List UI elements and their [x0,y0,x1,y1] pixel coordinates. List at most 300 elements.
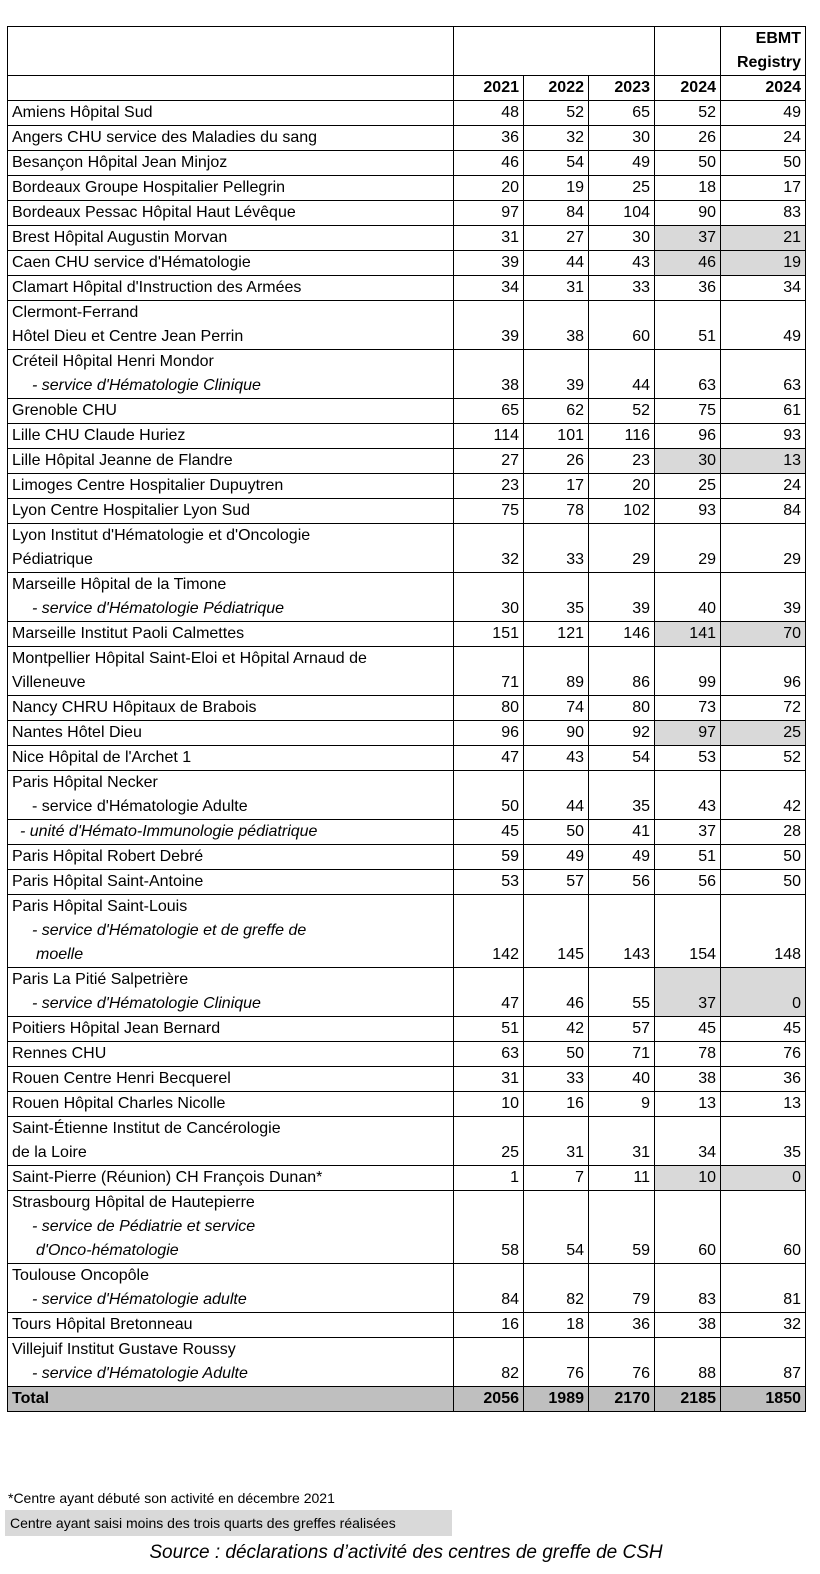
value-ebmt-2024-cell: 93 [721,424,806,449]
value-2024-cell: 96 [655,424,721,449]
value-2024-cell: 26 [655,126,721,151]
table-row [8,1092,806,1117]
value-ebmt-2024-cell: 83 [721,201,806,226]
value-2021-cell: 63 [454,1042,524,1067]
value-2023-cell: 40 [589,1067,655,1092]
value-ebmt-2024-cell: 35 [721,1117,806,1166]
center-name-line: Rouen Hôpital Charles Nicolle [12,1095,226,1112]
value-2021-cell: 71 [454,647,524,696]
center-name-line: Pédiatrique [12,551,93,568]
value-2023-cell: 33 [589,276,655,301]
value-2023-cell: 104 [589,201,655,226]
value-2022-cell: 31 [524,1117,589,1166]
table-row [8,1042,806,1067]
value-2021-cell: 58 [454,1191,524,1264]
value-2021-cell: 65 [454,399,524,424]
center-name-line: Caen CHU service d'Hématologie [12,254,251,271]
value-2023-cell: 54 [589,746,655,771]
center-name-cell [8,1117,454,1166]
table-row [8,622,806,647]
center-name-line: Villejuif Institut Gustave Roussy [12,1341,236,1358]
table-row [8,499,806,524]
center-name-line: Strasbourg Hôpital de Hautepierre [12,1194,255,1211]
value-ebmt-2024-cell: 39 [721,573,806,622]
value-2024-cell: 63 [655,350,721,399]
total-row [8,1387,806,1412]
value-2022-cell: 50 [524,1042,589,1067]
value-2024-cell: 83 [655,1264,721,1313]
center-name-line: Paris Hôpital Saint-Antoine [12,873,204,890]
center-name-cell [8,350,454,399]
center-name-cell [8,151,454,176]
table-row [8,201,806,226]
value-ebmt-2024-cell: 87 [721,1338,806,1387]
table-row [8,820,806,845]
value-ebmt-2024-cell: 49 [721,301,806,350]
total-2023-cell: 2170 [589,1387,655,1412]
value-2024-cell: 46 [655,251,721,276]
value-2021-cell: 142 [454,895,524,968]
center-name-cell [8,771,454,820]
center-name-line: Grenoble CHU [12,402,117,419]
center-name-cell [8,524,454,573]
value-2022-cell: 33 [524,1067,589,1092]
value-2023-cell: 30 [589,126,655,151]
value-2022-cell: 32 [524,126,589,151]
value-ebmt-2024-cell: 70 [721,622,806,647]
value-2022-cell: 38 [524,301,589,350]
value-2022-cell: 42 [524,1017,589,1042]
value-2022-cell: 89 [524,647,589,696]
center-name-line: Nantes Hôtel Dieu [12,724,142,741]
center-name-line: Lille Hôpital Jeanne de Flandre [12,452,233,469]
center-name-cell [8,1264,454,1313]
value-2022-cell: 43 [524,746,589,771]
center-name-cell [8,449,454,474]
value-2021-cell: 97 [454,201,524,226]
center-name-line: Saint-Étienne Institut de Cancérologie [12,1120,281,1137]
value-ebmt-2024-cell: 21 [721,226,806,251]
value-2021-cell: 48 [454,101,524,126]
center-name-line: Paris Hôpital Necker [12,774,158,791]
table-row [8,151,806,176]
value-2021-cell: 84 [454,1264,524,1313]
center-name-cell [8,721,454,746]
center-name-line: - service d'Hématologie adulte [32,1291,247,1308]
value-2024-cell: 90 [655,201,721,226]
center-name-line: Lyon Centre Hospitalier Lyon Sud [12,502,251,519]
value-2024-cell: 51 [655,845,721,870]
year-2023-header: 2023 [589,76,655,101]
value-2023-cell: 79 [589,1264,655,1313]
value-ebmt-2024-cell: 50 [721,845,806,870]
center-name-cell [8,820,454,845]
center-name-line: Saint-Pierre (Réunion) CH François Dunan* [12,1169,323,1186]
table-row [8,399,806,424]
value-ebmt-2024-cell: 34 [721,276,806,301]
registry-label: Registry [736,54,801,71]
value-ebmt-2024-cell: 49 [721,101,806,126]
table-row [8,126,806,151]
value-2023-cell: 60 [589,301,655,350]
value-ebmt-2024-cell: 76 [721,1042,806,1067]
value-2023-cell: 86 [589,647,655,696]
center-name-cell [8,1067,454,1092]
value-2022-cell: 17 [524,474,589,499]
value-2024-cell: 99 [655,647,721,696]
table-row [8,1264,806,1313]
table-row [8,1338,806,1387]
center-name-line: Marseille Institut Paoli Calmettes [12,625,245,642]
center-name-cell [8,1166,454,1191]
value-2023-cell: 71 [589,1042,655,1067]
value-ebmt-2024-cell: 42 [721,771,806,820]
value-2023-cell: 59 [589,1191,655,1264]
center-name-line: Bordeaux Pessac Hôpital Haut Lévêque [12,204,296,221]
value-ebmt-2024-cell: 13 [721,1092,806,1117]
center-name-line: - service de Pédiatrie et service [32,1218,256,1235]
table-row [8,301,806,350]
value-2024-cell: 37 [655,226,721,251]
value-2024-cell: 75 [655,399,721,424]
value-ebmt-2024-cell: 32 [721,1313,806,1338]
value-2022-cell: 82 [524,1264,589,1313]
value-2022-cell: 90 [524,721,589,746]
value-ebmt-2024-cell: 45 [721,1017,806,1042]
value-ebmt-2024-cell: 13 [721,449,806,474]
value-2021-cell: 45 [454,820,524,845]
value-2021-cell: 114 [454,424,524,449]
center-name-line: Angers CHU service des Maladies du sang [12,129,318,146]
value-2022-cell: 33 [524,524,589,573]
value-2023-cell: 80 [589,696,655,721]
center-name-line: - service d'Hématologie et de greffe de [32,922,307,939]
ebmt-2024-header: 2024 [721,76,806,101]
center-name-line: - service d'Hématologie Clinique [32,995,261,1012]
value-2021-cell: 31 [454,226,524,251]
center-name-cell [8,474,454,499]
value-2022-cell: 7 [524,1166,589,1191]
value-ebmt-2024-cell: 63 [721,350,806,399]
value-2023-cell: 31 [589,1117,655,1166]
center-name-line: Lille CHU Claude Huriez [12,427,186,444]
value-2021-cell: 51 [454,1017,524,1042]
center-name-cell [8,424,454,449]
center-name-cell [8,647,454,696]
center-name-cell [8,573,454,622]
value-ebmt-2024-cell: 0 [721,968,806,1017]
center-name-cell [8,301,454,350]
header-row-years [8,76,806,101]
value-2022-cell: 46 [524,968,589,1017]
value-2021-cell: 96 [454,721,524,746]
value-2022-cell: 54 [524,1191,589,1264]
center-name-line: - service d'Hématologie Clinique [32,377,261,394]
value-2021-cell: 31 [454,1067,524,1092]
value-2024-cell: 45 [655,1017,721,1042]
center-name-line: Clermont-Ferrand [12,304,139,321]
center-name-line: Nancy CHRU Hôpitaux de Brabois [12,699,257,716]
value-2024-cell: 43 [655,771,721,820]
value-2021-cell: 39 [454,251,524,276]
header-row-top [8,27,806,76]
value-ebmt-2024-cell: 84 [721,499,806,524]
value-2022-cell: 35 [524,573,589,622]
value-2023-cell: 35 [589,771,655,820]
center-name-cell [8,1338,454,1387]
value-2023-cell: 76 [589,1338,655,1387]
value-2023-cell: 36 [589,1313,655,1338]
value-ebmt-2024-cell: 52 [721,746,806,771]
value-2021-cell: 59 [454,845,524,870]
table-row [8,350,806,399]
value-ebmt-2024-cell: 61 [721,399,806,424]
value-2021-cell: 80 [454,696,524,721]
value-ebmt-2024-cell: 0 [721,1166,806,1191]
table-row [8,524,806,573]
value-2022-cell: 31 [524,276,589,301]
table-row [8,226,806,251]
table-row [8,1117,806,1166]
center-name-line: Bordeaux Groupe Hospitalier Pellegrin [12,179,286,196]
year-2024-header: 2024 [655,76,721,101]
value-2021-cell: 75 [454,499,524,524]
center-name-line: - service d'Hématologie Adulte [32,1365,248,1382]
value-2021-cell: 16 [454,1313,524,1338]
header-empty-name [8,76,454,101]
value-ebmt-2024-cell: 25 [721,721,806,746]
value-ebmt-2024-cell: 19 [721,251,806,276]
value-2023-cell: 49 [589,845,655,870]
value-2024-cell: 38 [655,1067,721,1092]
value-2024-cell: 18 [655,176,721,201]
center-name-line: moelle [36,946,84,963]
center-name-line: d'Onco-hématologie [36,1242,179,1259]
value-2021-cell: 46 [454,151,524,176]
value-2024-cell: 50 [655,151,721,176]
value-2021-cell: 32 [454,524,524,573]
value-2023-cell: 52 [589,399,655,424]
value-2024-cell: 37 [655,820,721,845]
table-row [8,1017,806,1042]
value-2024-cell: 73 [655,696,721,721]
table-row [8,746,806,771]
value-2023-cell: 65 [589,101,655,126]
value-2024-cell: 37 [655,968,721,1017]
center-name-line: - service d'Hématologie Adulte [32,798,248,815]
center-name-line: Nice Hôpital de l'Archet 1 [12,749,192,766]
value-2024-cell: 97 [655,721,721,746]
table-row [8,101,806,126]
center-name-cell [8,126,454,151]
value-2022-cell: 27 [524,226,589,251]
value-2022-cell: 50 [524,820,589,845]
value-2023-cell: 143 [589,895,655,968]
center-name-cell [8,746,454,771]
value-2022-cell: 19 [524,176,589,201]
center-name-line: Tours Hôpital Bretonneau [12,1316,193,1333]
value-2024-cell: 78 [655,1042,721,1067]
center-name-line: - unité d'Hémato-Immunologie pédiatrique [20,823,318,840]
value-2023-cell: 20 [589,474,655,499]
value-2024-cell: 34 [655,1117,721,1166]
value-ebmt-2024-cell: 60 [721,1191,806,1264]
header-empty-span [454,27,655,76]
table-row [8,771,806,820]
value-ebmt-2024-cell: 50 [721,870,806,895]
center-name-line: Paris Hôpital Saint-Louis [12,898,188,915]
center-name-line: Hôtel Dieu et Centre Jean Perrin [12,328,244,345]
value-2022-cell: 18 [524,1313,589,1338]
center-name-cell [8,1017,454,1042]
total-label: Total [8,1387,454,1412]
value-2024-cell: 38 [655,1313,721,1338]
center-name-cell [8,1092,454,1117]
value-2021-cell: 36 [454,126,524,151]
table-row [8,1313,806,1338]
value-2023-cell: 92 [589,721,655,746]
value-2024-cell: 25 [655,474,721,499]
center-name-line: Paris Hôpital Robert Debré [12,848,204,865]
center-name-line: Rennes CHU [12,1045,107,1062]
value-ebmt-2024-cell: 36 [721,1067,806,1092]
value-2023-cell: 55 [589,968,655,1017]
table-row [8,895,806,968]
value-2024-cell: 30 [655,449,721,474]
center-name-line: Besançon Hôpital Jean Minjoz [12,154,228,171]
highlight-legend: Centre ayant saisi moins des trois quarts des greffes réalisées [5,1510,452,1536]
table-row [8,1166,806,1191]
value-2021-cell: 39 [454,301,524,350]
value-ebmt-2024-cell: 29 [721,524,806,573]
value-2023-cell: 146 [589,622,655,647]
value-2023-cell: 44 [589,350,655,399]
value-2021-cell: 82 [454,1338,524,1387]
value-2024-cell: 10 [655,1166,721,1191]
value-ebmt-2024-cell: 24 [721,474,806,499]
table-row [8,968,806,1017]
table-row [8,276,806,301]
table-row [8,1067,806,1092]
value-ebmt-2024-cell: 28 [721,820,806,845]
value-2023-cell: 116 [589,424,655,449]
value-2022-cell: 62 [524,399,589,424]
center-name-cell [8,696,454,721]
value-2022-cell: 16 [524,1092,589,1117]
value-ebmt-2024-cell: 24 [721,126,806,151]
table-row [8,647,806,696]
value-2024-cell: 53 [655,746,721,771]
center-name-line: Lyon Institut d'Hématologie et d'Oncologie [12,527,311,544]
value-2022-cell: 57 [524,870,589,895]
center-name-cell [8,176,454,201]
value-2024-cell: 88 [655,1338,721,1387]
ebmt-label: EBMT [755,30,801,47]
center-name-line: Villeneuve [12,674,86,691]
value-2024-cell: 154 [655,895,721,968]
value-2022-cell: 76 [524,1338,589,1387]
value-2021-cell: 47 [454,746,524,771]
value-2021-cell: 53 [454,870,524,895]
value-ebmt-2024-cell: 72 [721,696,806,721]
value-2024-cell: 36 [655,276,721,301]
value-2023-cell: 39 [589,573,655,622]
value-2024-cell: 141 [655,622,721,647]
center-name-line: Amiens Hôpital Sud [12,104,153,121]
value-2021-cell: 23 [454,474,524,499]
center-name-cell [8,201,454,226]
value-2023-cell: 41 [589,820,655,845]
value-2022-cell: 145 [524,895,589,968]
value-2024-cell: 52 [655,101,721,126]
center-name-cell [8,251,454,276]
value-2022-cell: 101 [524,424,589,449]
value-ebmt-2024-cell: 17 [721,176,806,201]
value-2022-cell: 54 [524,151,589,176]
center-name-cell [8,226,454,251]
value-2022-cell: 78 [524,499,589,524]
center-name-line: Poitiers Hôpital Jean Bernard [12,1020,221,1037]
value-2022-cell: 49 [524,845,589,870]
center-name-line: Toulouse Oncopôle [12,1267,149,1284]
value-2024-cell: 51 [655,301,721,350]
value-2022-cell: 44 [524,771,589,820]
center-name-cell [8,399,454,424]
value-ebmt-2024-cell: 81 [721,1264,806,1313]
center-name-line: Brest Hôpital Augustin Morvan [12,229,228,246]
value-2022-cell: 84 [524,201,589,226]
year-2021-header: 2021 [454,76,524,101]
value-2024-cell: 13 [655,1092,721,1117]
table-row [8,474,806,499]
ebmt-registry-header [721,27,806,76]
value-2023-cell: 9 [589,1092,655,1117]
center-name-cell [8,968,454,1017]
center-name-cell [8,1313,454,1338]
value-2021-cell: 10 [454,1092,524,1117]
value-2024-cell: 40 [655,573,721,622]
center-name-line: Créteil Hôpital Henri Mondor [12,353,214,370]
value-2023-cell: 11 [589,1166,655,1191]
center-name-line: - service d'Hématologie Pédiatrique [32,600,285,617]
header-empty-2024 [655,27,721,76]
value-2021-cell: 1 [454,1166,524,1191]
value-2023-cell: 49 [589,151,655,176]
value-2023-cell: 30 [589,226,655,251]
value-2022-cell: 74 [524,696,589,721]
value-2021-cell: 25 [454,1117,524,1166]
value-ebmt-2024-cell: 50 [721,151,806,176]
center-name-cell [8,1191,454,1264]
value-2021-cell: 151 [454,622,524,647]
value-2023-cell: 23 [589,449,655,474]
year-2022-header: 2022 [524,76,589,101]
transplant-activity-table [7,26,806,1412]
center-name-line: Rouen Centre Henri Becquerel [12,1070,231,1087]
value-2021-cell: 27 [454,449,524,474]
value-2023-cell: 25 [589,176,655,201]
total-2024-cell: 2185 [655,1387,721,1412]
table-row [8,721,806,746]
table-row [8,696,806,721]
value-2021-cell: 50 [454,771,524,820]
total-2022-cell: 1989 [524,1387,589,1412]
center-name-line: Marseille Hôpital de la Timone [12,576,227,593]
value-2021-cell: 38 [454,350,524,399]
value-2023-cell: 29 [589,524,655,573]
value-2023-cell: 43 [589,251,655,276]
value-2024-cell: 29 [655,524,721,573]
